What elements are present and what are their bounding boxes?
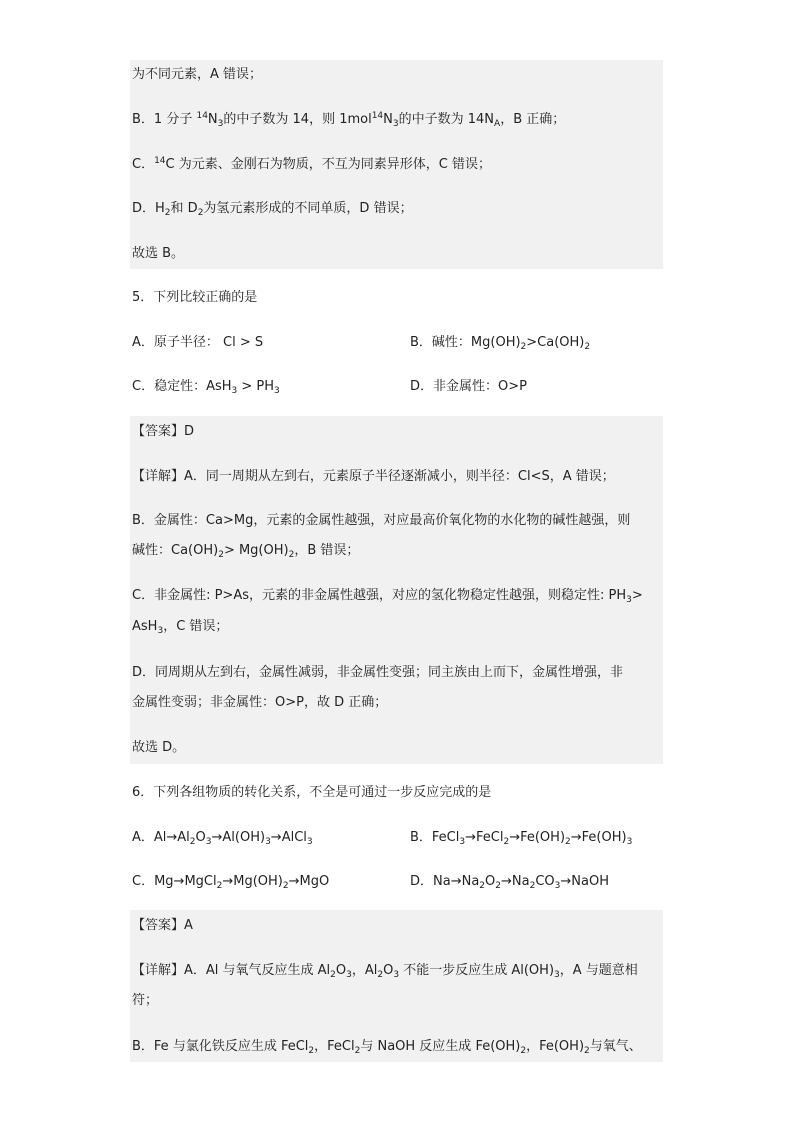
option-d: D．$Na\to Na_2O_2\to Na_2CO_3\to NaOH$ [410,874,609,891]
explanation-line-c: C．$^{14}$C 为元素、金刚石为物质，不互为同素异形体，C 错误； [132,156,491,172]
option-c: C．$Mg\to MgCl_2\to Mg(OH)_2\to MgO$ [132,874,330,891]
option-a: A．原子半径： Cl > S [132,335,264,350]
question-5-stem: 5．下列比较正确的是 [132,290,258,305]
question-6-detail-b: B．Fe 与氯化铁反应生成 FeCl$_2$，FeCl$_2$与 NaOH 反应生成 $Fe(OH)_2$，$Fe(OH)_2$与氧气、 [132,1039,642,1056]
option-d: D．非金属性：O>P [410,379,527,394]
question-6-detail-a-cont: 符； [132,993,159,1008]
question-6-detail-a: 【详解】A．Al 与氧气反应生成 $Al_2O_3$，$Al_2O_3$ 不能一步反应生成 $Al(OH)_3$，A 与题意相 [132,963,638,980]
question-5-answer: 【答案】D [132,424,195,439]
question-6-stem: 6．下列各组物质的转化关系，不全是可通过一步反应完成的是 [132,785,492,800]
question-5-options-row-2 [132,376,662,398]
question-6-options-row-2 [132,871,662,893]
explanation-conclusion: 故选 B。 [132,246,185,261]
option-b: B．碱性：$Mg(OH)_2>Ca(OH)_2$ [410,335,591,352]
question-5-detail-a: 【详解】A．同一周期从左到右，元素原子半径逐渐减小，则半径：Cl<S，A 错误； [132,469,615,484]
question-6-options-row-1 [132,827,662,849]
question-6-answer: 【答案】A [132,918,193,933]
option-c: C．稳定性：$AsH_3 > PH_3$ [132,379,280,396]
question-5-detail-b-cont: 碱性：$Ca(OH)_2> Mg(OH)_2$，B 错误； [132,543,360,560]
option-b: B．$FeCl_3\to FeCl_2\to Fe(OH)_2\to Fe(OH)_3$ [410,830,633,847]
question-5-detail-c-cont: AsH$_3$，C 错误； [132,619,229,636]
question-5-conclusion: 故选 D。 [132,740,186,755]
explanation-line-d: D．$H_2$和 $D_2$为氢元素形成的不同单质，D 错误； [132,201,413,218]
question-5-options-row-1 [132,332,662,354]
question-5-detail-c: C．非金属性: P>As，元素的非金属性越强，对应的氢化物稳定性越强，则稳定性: $PH_3>$ [132,588,643,605]
explanation-line-b: B．1 分子 $^{14}N_3$的中子数为 14，则 $1mol^{14}N_3$的中子数为 $14N_A$，B 正确； [132,111,566,129]
explanation-line-a: 为不同元素，A 错误； [132,67,263,82]
question-5-detail-d-cont: 金属性变弱；非金属性：O>P，故 D 正确； [132,695,388,710]
option-a: A．$Al\to Al_2O_3\to Al(OH)_3\to AlCl_3$ [132,830,313,847]
question-5-detail-b: B．金属性：Ca>Mg，元素的金属性越强，对应最高价氧化物的水化物的碱性越强，则 [132,513,631,528]
question-5-detail-d: D．同周期从左到右，金属性减弱，非金属性变强；同主族由上而下，金属性增强，非 [132,665,624,680]
